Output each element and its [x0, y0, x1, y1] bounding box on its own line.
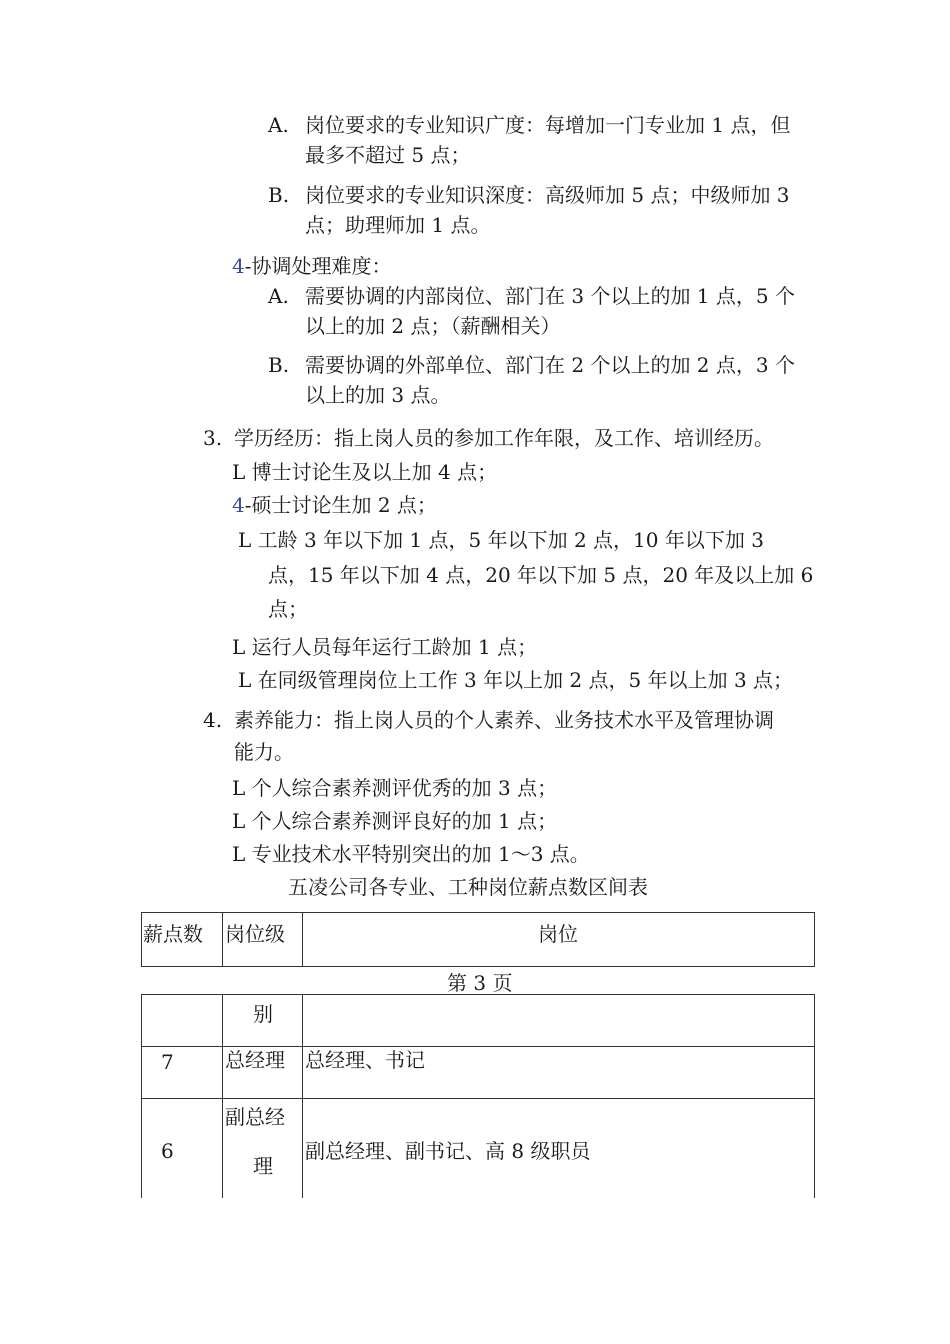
- row-1-points: 7: [161, 1050, 174, 1074]
- table-row-sep-2: [141, 1098, 815, 1099]
- coord-b-line2: 以上的加 3 点。: [305, 383, 451, 407]
- edu-item2-text: -硕士讨论生加 2 点；: [244, 493, 437, 517]
- row-1-level: 总经理: [225, 1048, 285, 1072]
- edu-item3-line1: L 工龄 3 年以下加 1 点，5 年以下加 2 点，10 年以下加 3: [238, 528, 764, 552]
- table-cont-divider-2: [302, 994, 303, 1198]
- ability-title-line1: 素养能力：指上岗人员的个人素养、业务技术水平及管理协调: [234, 708, 774, 732]
- edu-item3-line2: 点，15 年以下加 4 点，20 年以下加 5 点，20 年及以上加 6: [268, 563, 814, 587]
- page-number: 第 3 页: [447, 971, 513, 995]
- header-points: 薪点数: [143, 922, 203, 946]
- table-cont-right: [814, 994, 815, 1198]
- edu-item1: L 博士讨论生及以上加 4 点；: [232, 460, 498, 484]
- edu-item3-line3: 点；: [268, 597, 308, 621]
- coord-b-line1: 需要协调的外部单位、部门在 2 个以上的加 2 点，3 个: [305, 353, 795, 377]
- table-header-divider-2: [302, 912, 303, 967]
- edu-item4: L 运行人员每年运行工龄加 1 点；: [232, 635, 538, 659]
- row-2-points: 6: [161, 1139, 174, 1163]
- header-level-cont: 别: [253, 1002, 273, 1026]
- s1-b-line2: 点；助理师加 1 点。: [305, 213, 491, 237]
- header-posts: 岗位: [538, 922, 578, 946]
- s1-b-line1: 岗位要求的专业知识深度：高级师加 5 点；中级师加 3: [305, 183, 790, 207]
- coord-a-line1: 需要协调的内部岗位、部门在 3 个以上的加 1 点，5 个: [305, 284, 795, 308]
- edu-title: 学历经历：指上岗人员的参加工作年限，及工作、培训经历。: [234, 426, 774, 450]
- coord-bullet: 4: [232, 254, 245, 278]
- s1-a-line1: 岗位要求的专业知识广度：每增加一门专业加 1 点，但: [305, 113, 791, 137]
- coord-b-label: B.: [268, 353, 290, 377]
- coord-a-label: A.: [268, 284, 289, 308]
- table-cont-top: [141, 994, 815, 995]
- coord-a-line2: 以上的加 2 点；（薪酬相关）: [305, 314, 561, 338]
- header-level: 岗位级: [225, 922, 285, 946]
- table-cont-left: [141, 994, 142, 1198]
- edu-item2: [232, 490, 437, 520]
- edu-item5: L 在同级管理岗位上工作 3 年以上加 2 点，5 年以上加 3 点；: [238, 668, 794, 692]
- row-2-level-line2: 理: [253, 1154, 273, 1178]
- s1-a-label: A.: [268, 113, 289, 137]
- ability-item3: L 专业技术水平特别突出的加 1〜3 点。: [232, 842, 590, 866]
- edu-num: 3.: [203, 426, 223, 450]
- coord-title: -协调处理难度：: [244, 254, 392, 278]
- table-title: 五凌公司各专业、工种岗位薪点数区间表: [288, 875, 648, 899]
- row-2-posts: 副总经理、副书记、高 8 级职员: [305, 1139, 591, 1163]
- table-cont-divider-1: [222, 994, 223, 1198]
- ability-item1: L 个人综合素养测评优秀的加 3 点；: [232, 776, 558, 800]
- table-header-divider-1: [222, 912, 223, 967]
- edu-item2-bullet: 4: [232, 493, 245, 517]
- ability-title-line2: 能力。: [234, 740, 294, 764]
- s1-b-label: B.: [268, 183, 290, 207]
- s1-a-line2: 最多不超过 5 点；: [305, 143, 471, 167]
- row-1-posts: 总经理、书记: [305, 1048, 425, 1072]
- coord-heading: [232, 251, 392, 281]
- ability-item2: L 个人综合素养测评良好的加 1 点；: [232, 809, 558, 833]
- ability-num: 4.: [203, 708, 223, 732]
- row-2-level-line1: 副总经: [225, 1105, 285, 1129]
